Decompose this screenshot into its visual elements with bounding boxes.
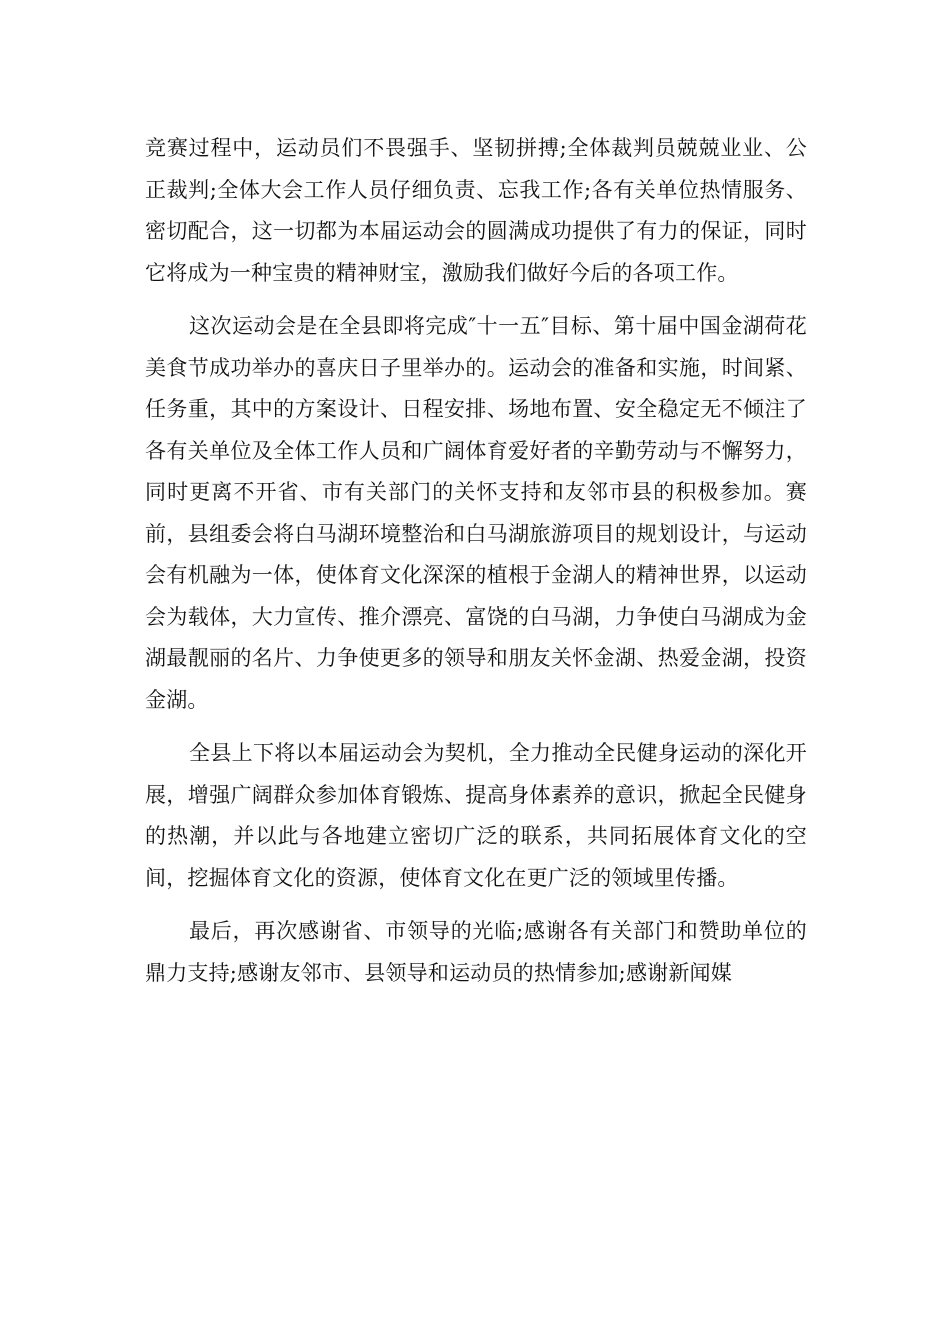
paragraph-2: 这次运动会是在全县即将完成″十一五″目标、第十届中国金湖荷花美食节成功举办的喜庆日子里举办的。运动会的准备和实施，时间紧、任务重，其中的方案设计、日程安排、场地布置、安全稳定无不倾注了各有关单位及全体工作人员和广阔体育爱好者的辛勤劳动与不懈努力，同时更离不开省、市有关部门的关怀支持和友邻市县的积极参加。赛前，县组委会将白马湖环境整治和白马湖旅游项目的规划设计，与运动会有机融为一体，使体育文化深深的植根于金湖人的精神世界，以运动会为载体，大力宣传、推介漂亮、富饶的白马湖，力争使白马湖成为金湖最靓丽的名片、力争使更多的领导和朋友关怀金湖、热爱金湖，投资金湖。 (145, 314, 807, 712)
paragraph-4: 最后，再次感谢省、市领导的光临;感谢各有关部门和赞助单位的鼎力支持;感谢友邻市、县领导和运动员的热情参加;感谢新闻媒 (145, 919, 807, 985)
paragraph-3: 全县上下将以本届运动会为契机，全力推动全民健身运动的深化开展，增强广阔群众参加体育锻炼、提高身体素养的意识，掀起全民健身的热潮，并以此与各地建立密切广泛的联系，共同拓展体育文化的空间，挖掘体育文化的资源，使体育文化在更广泛的领域里传播。 (145, 741, 807, 890)
paragraph-1: 竞赛过程中，运动员们不畏强手、坚韧拼搏;全体裁判员兢兢业业、公正裁判;全体大会工作人员仔细负责、忘我工作;各有关单位热情服务、密切配合，这一切都为本届运动会的圆满成功提供了有力的保证，同时它将成为一种宝贵的精神财宝，激励我们做好今后的各项工作。 (145, 136, 807, 285)
document-body (145, 128, 807, 994)
